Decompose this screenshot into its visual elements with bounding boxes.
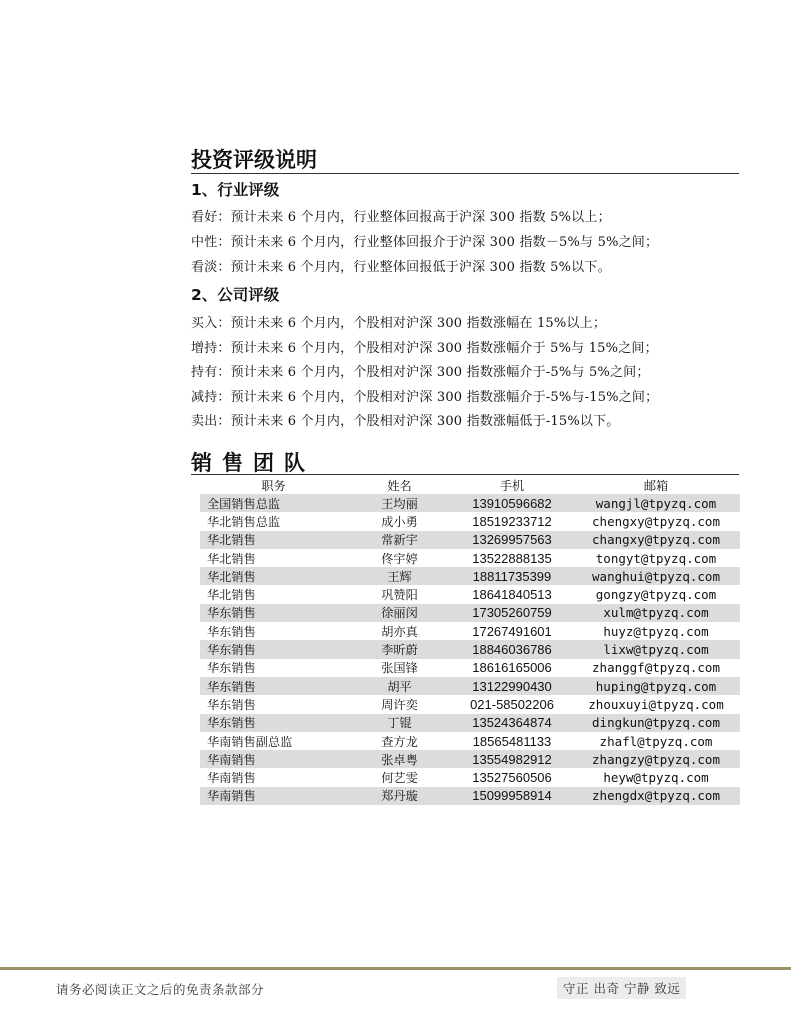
table-cell-phone: 13122990430: [452, 677, 572, 695]
table-cell-name: 张卓粤: [347, 750, 452, 768]
table-cell-phone: 13527560506: [472, 770, 552, 786]
column-header-name: 姓名: [387, 478, 412, 493]
table-row: [200, 659, 740, 677]
table-cell-name: 李昕蔚: [347, 640, 452, 658]
table-row: [200, 531, 740, 549]
company-rating-line: 卖出：预计未来 6 个月内，个股相对沪深 300 指数涨幅低于-15%以下。: [191, 414, 620, 429]
table-cell-name: 郑丹璇: [347, 787, 452, 805]
table-cell-phone: 18846036786: [452, 640, 572, 658]
rating-title-rule: [191, 173, 739, 174]
table-cell-email[interactable]: zhanggf@tpyzq.com: [592, 660, 720, 676]
table-cell-name: 张国锋: [381, 661, 418, 676]
table-cell-email[interactable]: zhengdx@tpyzq.com: [572, 787, 740, 805]
table-row: [200, 494, 740, 512]
table-row: [200, 695, 740, 713]
table-cell-email[interactable]: huping@tpyzq.com: [572, 677, 740, 695]
table-cell-phone: 15099958914: [452, 787, 572, 805]
table-row: [200, 604, 740, 622]
company-rating-heading: 2、公司评级: [191, 286, 280, 304]
table-cell-email[interactable]: zhouxuyi@tpyzq.com: [588, 696, 724, 712]
industry-rating-line: 看好：预计未来 6 个月内，行业整体回报高于沪深 300 指数 5%以上；: [191, 210, 611, 225]
table-header-row: [200, 476, 740, 494]
table-row: [200, 677, 740, 695]
table-cell-phone: 18641840513: [472, 587, 552, 603]
table-cell-role: 华南销售: [200, 750, 347, 768]
table-cell-phone: 13524364874: [452, 714, 572, 732]
table-cell-email[interactable]: huyz@tpyzq.com: [603, 623, 709, 639]
table-row: [200, 750, 740, 768]
table-cell-role: 全国销售总监: [200, 494, 347, 512]
table-row: [200, 567, 740, 585]
table-cell-phone: 18616165006: [472, 660, 552, 676]
table-cell-role: 华东销售: [207, 624, 256, 639]
company-rating-line: 减持：预计未来 6 个月内，个股相对沪深 300 指数涨幅介于-5%与-15%之间；: [191, 390, 659, 405]
table-cell-name: 佟宇婷: [381, 551, 418, 566]
table-cell-email[interactable]: xulm@tpyzq.com: [572, 604, 740, 622]
table-row: [200, 768, 740, 786]
table-cell-role: 华东销售: [207, 697, 256, 712]
column-header-email: 邮箱: [643, 478, 669, 493]
table-cell-email[interactable]: changxy@tpyzq.com: [572, 531, 740, 549]
industry-rating-line: 中性：预计未来 6 个月内，行业整体回报介于沪深 300 指数－5%与 5%之间；: [191, 235, 659, 250]
table-cell-email[interactable]: wangjl@tpyzq.com: [572, 494, 740, 512]
table-cell-role: 华南销售: [200, 787, 347, 805]
table-cell-role: 华东销售: [200, 714, 347, 732]
table-cell-name: 巩赞阳: [381, 588, 418, 603]
table-cell-email[interactable]: zhangzy@tpyzq.com: [572, 750, 740, 768]
rating-section-title: 投资评级说明: [191, 147, 317, 172]
table-cell-email[interactable]: tongyt@tpyzq.com: [595, 550, 717, 566]
table-cell-name: 王辉: [347, 567, 452, 585]
sales-team-table: [200, 476, 740, 805]
column-header-phone: 手机: [499, 478, 525, 493]
table-cell-role: 华北销售总监: [207, 514, 281, 529]
footer-motto: 守正 出奇 宁静 致远: [557, 977, 686, 999]
table-cell-phone: 021-58502206: [470, 696, 554, 712]
table-row: [200, 714, 740, 732]
table-cell-phone: 18519233712: [472, 513, 552, 529]
table-cell-role: 华南销售副总监: [207, 734, 293, 749]
table-cell-phone: 18565481133: [472, 733, 552, 749]
table-cell-role: 华东销售: [200, 604, 347, 622]
table-cell-role: 华东销售: [207, 661, 256, 676]
industry-rating-line: 看淡：预计未来 6 个月内，行业整体回报低于沪深 300 指数 5%以下。: [191, 260, 611, 275]
table-cell-phone: 17305260759: [452, 604, 572, 622]
table-row: [200, 512, 740, 530]
table-cell-email[interactable]: dingkun@tpyzq.com: [572, 714, 740, 732]
table-row: [200, 622, 740, 640]
table-cell-email[interactable]: lixw@tpyzq.com: [572, 640, 740, 658]
table-cell-phone: 13522888135: [472, 550, 552, 566]
table-row: [200, 640, 740, 658]
table-cell-phone: 13269957563: [452, 531, 572, 549]
table-cell-role: 华北销售: [200, 531, 347, 549]
table-row: [200, 549, 740, 567]
table-row: [200, 732, 740, 750]
table-cell-phone: 13910596682: [452, 494, 572, 512]
sales-table-body: [200, 494, 740, 805]
table-cell-role: 华北销售: [207, 551, 256, 566]
table-cell-role: 华东销售: [200, 640, 347, 658]
company-rating-line: 持有：预计未来 6 个月内，个股相对沪深 300 指数涨幅介于-5%与 5%之间；: [191, 365, 650, 380]
sales-title-rule: [191, 474, 739, 475]
footer-disclaimer: 请务必阅读正文之后的免责条款部分: [56, 982, 265, 997]
table-cell-email[interactable]: wanghui@tpyzq.com: [572, 567, 740, 585]
table-cell-role: 华东销售: [200, 677, 347, 695]
table-cell-name: 成小勇: [381, 514, 418, 529]
table-cell-phone: 18811735399: [452, 567, 572, 585]
table-cell-name: 常新宇: [347, 531, 452, 549]
table-cell-name: 徐丽闵: [347, 604, 452, 622]
table-row: [200, 585, 740, 603]
table-cell-phone: 13554982912: [452, 750, 572, 768]
column-header-role: 职务: [261, 478, 286, 493]
table-cell-email[interactable]: gongzy@tpyzq.com: [595, 587, 717, 603]
table-cell-email[interactable]: chengxy@tpyzq.com: [592, 513, 720, 529]
table-cell-phone: 17267491601: [472, 623, 552, 639]
table-cell-name: 查方龙: [381, 734, 418, 749]
table-cell-name: 胡亦真: [381, 624, 418, 639]
table-cell-role: 华北销售: [207, 588, 256, 603]
company-rating-line: 买入：预计未来 6 个月内，个股相对沪深 300 指数涨幅在 15%以上；: [191, 316, 607, 331]
table-cell-role: 华南销售: [207, 771, 256, 786]
footer-rule: [0, 967, 791, 970]
table-cell-role: 华北销售: [200, 567, 347, 585]
table-cell-email[interactable]: heyw@tpyzq.com: [603, 770, 709, 786]
table-cell-email[interactable]: zhafl@tpyzq.com: [599, 733, 713, 749]
table-cell-name: 周许奕: [381, 697, 418, 712]
table-cell-name: 王均丽: [347, 494, 452, 512]
industry-rating-heading: 1、行业评级: [191, 181, 280, 199]
sales-section-title: 销售团队: [191, 450, 315, 475]
table-cell-name: 胡平: [347, 677, 452, 695]
table-cell-name: 何艺雯: [381, 771, 418, 786]
company-rating-line: 增持：预计未来 6 个月内，个股相对沪深 300 指数涨幅介于 5%与 15%之间；: [191, 341, 658, 356]
table-row: [200, 787, 740, 805]
table-cell-name: 丁锟: [347, 714, 452, 732]
